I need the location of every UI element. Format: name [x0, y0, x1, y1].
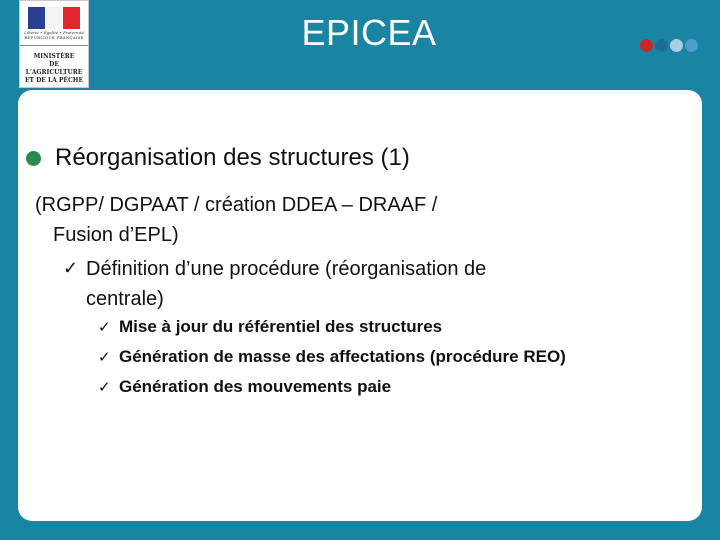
republic-text: RÉPUBLIQUE FRANÇAISE — [24, 35, 84, 40]
level2-item: Génération de masse des affectations (procédure REO) — [119, 347, 566, 366]
check-icon: ✓ — [63, 258, 79, 278]
level2-item: Génération des mouvements paie — [119, 377, 392, 396]
level1-line-2: centrale) — [86, 288, 164, 310]
blue-dot-icon — [655, 39, 668, 52]
level1-line-1: Définition d’une procédure (réorganisation de — [86, 258, 487, 280]
mid-blue-dot-icon — [685, 39, 698, 52]
check-icon: ✓ — [98, 349, 111, 366]
motto-text: Liberté • Égalité • Fraternité — [24, 30, 84, 35]
paragraph-line-1: (RGPP/ DGPAAT / création DDEA – DRAAF / — [35, 194, 438, 216]
paragraph-line-2: Fusion d’EPL) — [53, 224, 179, 246]
context-paragraph — [35, 190, 437, 250]
red-dot-icon — [640, 39, 653, 52]
section-heading: Réorganisation des structures (1) — [55, 144, 410, 171]
check-icon: ✓ — [98, 379, 111, 396]
round-bullet-icon — [26, 151, 41, 166]
light-blue-dot-icon — [670, 39, 683, 52]
level1-item — [86, 254, 486, 314]
slide-title: EPICEA — [301, 12, 437, 53]
level2-item: Mise à jour du référentiel des structures — [119, 317, 443, 336]
ministry-name: MINISTÈRE DE L'AGRICULTURE ET DE LA PÊCHE — [24, 53, 84, 84]
check-icon: ✓ — [98, 319, 111, 336]
decorative-dots — [640, 39, 698, 52]
